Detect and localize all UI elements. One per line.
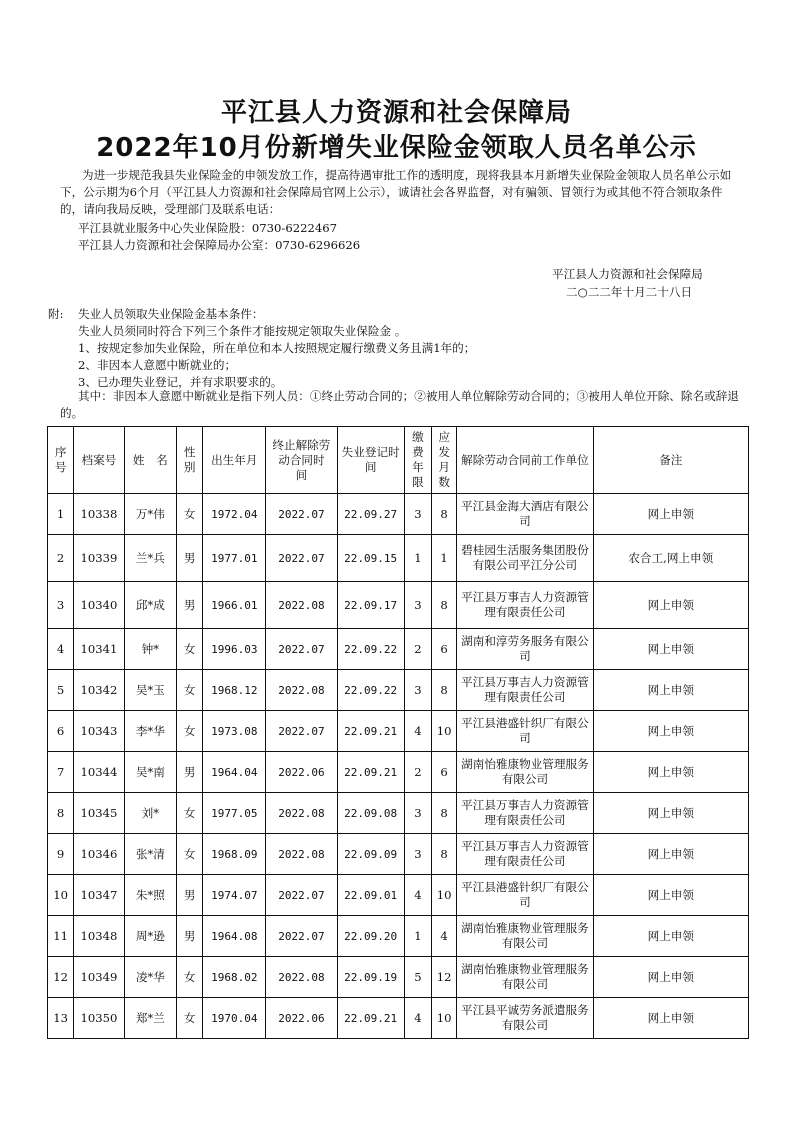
table-row bbox=[48, 535, 749, 582]
header-years: 缴费年限 bbox=[404, 427, 431, 494]
cell-gender: 女 bbox=[177, 957, 203, 998]
cell-file-no: 10338 bbox=[74, 494, 124, 535]
cell-file-no: 10347 bbox=[74, 875, 124, 916]
cell-years: 4 bbox=[404, 998, 431, 1039]
cell-gender: 女 bbox=[177, 793, 203, 834]
appendix-intro: 失业人员须同时符合下列三个条件才能按规定领取失业保险金 。 bbox=[78, 324, 407, 338]
cell-months: 10 bbox=[432, 875, 457, 916]
cell-file-no: 10344 bbox=[74, 752, 124, 793]
cell-gender: 男 bbox=[177, 875, 203, 916]
cell-register: 22.09.20 bbox=[337, 916, 404, 957]
cell-employer: 湖南怡雅康物业管理服务有限公司 bbox=[457, 957, 593, 998]
header-file-no: 档案号 bbox=[74, 427, 124, 494]
cell-gender: 男 bbox=[177, 582, 203, 629]
page-title: 平江县人力资源和社会保障局 bbox=[220, 98, 572, 128]
cell-years: 1 bbox=[404, 535, 431, 582]
cell-gender: 女 bbox=[177, 494, 203, 535]
cell-name: 张*清 bbox=[124, 834, 176, 875]
header-employer: 解除劳动合同前工作单位 bbox=[457, 427, 593, 494]
cell-name: 凌*华 bbox=[124, 957, 176, 998]
cell-gender: 女 bbox=[177, 998, 203, 1039]
cell-remark: 网上申领 bbox=[593, 494, 748, 535]
cell-employer: 湖南怡雅康物业管理服务有限公司 bbox=[457, 752, 593, 793]
cell-employer: 平江县平诚劳务派遣服务有限公司 bbox=[457, 998, 593, 1039]
contact-employment-center: 平江县就业服务中心失业保险股：0730-6222467 bbox=[78, 221, 337, 235]
cell-years: 5 bbox=[404, 957, 431, 998]
cell-years: 1 bbox=[404, 916, 431, 957]
cell-register: 22.09.21 bbox=[337, 998, 404, 1039]
cell-remark: 网上申领 bbox=[593, 670, 748, 711]
cell-seq: 10 bbox=[48, 875, 74, 916]
table-row bbox=[48, 916, 749, 957]
cell-file-no: 10341 bbox=[74, 629, 124, 670]
cell-remark: 网上申领 bbox=[593, 711, 748, 752]
table-row bbox=[48, 670, 749, 711]
cell-birth: 1968.02 bbox=[203, 957, 266, 998]
cell-contract-end: 2022.07 bbox=[266, 535, 337, 582]
cell-birth: 1970.04 bbox=[203, 998, 266, 1039]
header-contract-end: 终止解除劳动合同时 间 bbox=[266, 427, 337, 494]
signature-org: 平江县人力资源和社会保障局 bbox=[552, 267, 703, 281]
cell-birth: 1964.04 bbox=[203, 752, 266, 793]
cell-name: 李*华 bbox=[124, 711, 176, 752]
cell-birth: 1977.05 bbox=[203, 793, 266, 834]
cell-name: 吴*玉 bbox=[124, 670, 176, 711]
cell-months: 10 bbox=[432, 711, 457, 752]
cell-remark: 农合工,网上申领 bbox=[593, 535, 748, 582]
cell-name: 邱*成 bbox=[124, 582, 176, 629]
cell-birth: 1968.12 bbox=[203, 670, 266, 711]
cell-employer: 湖南怡雅康物业管理服务有限公司 bbox=[457, 916, 593, 957]
cell-register: 22.09.09 bbox=[337, 834, 404, 875]
cell-employer: 平江县万事吉人力资源管理有限责任公司 bbox=[457, 582, 593, 629]
header-register: 失业登记时 间 bbox=[337, 427, 404, 494]
cell-remark: 网上申领 bbox=[593, 582, 748, 629]
cell-register: 22.09.01 bbox=[337, 875, 404, 916]
cell-birth: 1972.04 bbox=[203, 494, 266, 535]
cell-file-no: 10349 bbox=[74, 957, 124, 998]
cell-gender: 男 bbox=[177, 535, 203, 582]
cell-seq: 2 bbox=[48, 535, 74, 582]
cell-name: 兰*兵 bbox=[124, 535, 176, 582]
table-row bbox=[48, 834, 749, 875]
cell-seq: 6 bbox=[48, 711, 74, 752]
cell-months: 8 bbox=[432, 793, 457, 834]
cell-employer: 碧桂园生活服务集团股份有限公司平江分公司 bbox=[457, 535, 593, 582]
cell-months: 1 bbox=[432, 535, 457, 582]
cell-contract-end: 2022.08 bbox=[266, 670, 337, 711]
cell-birth: 1973.08 bbox=[203, 711, 266, 752]
cell-contract-end: 2022.07 bbox=[266, 711, 337, 752]
cell-months: 8 bbox=[432, 834, 457, 875]
cell-name: 吴*南 bbox=[124, 752, 176, 793]
condition-item: 3、已办理失业登记，并有求职要求的。 bbox=[78, 375, 283, 389]
cell-gender: 女 bbox=[177, 670, 203, 711]
cell-remark: 网上申领 bbox=[593, 834, 748, 875]
cell-seq: 3 bbox=[48, 582, 74, 629]
cell-contract-end: 2022.06 bbox=[266, 998, 337, 1039]
cell-remark: 网上申领 bbox=[593, 998, 748, 1039]
cell-name: 刘* bbox=[124, 793, 176, 834]
cell-contract-end: 2022.08 bbox=[266, 793, 337, 834]
header-name: 姓 名 bbox=[124, 427, 176, 494]
cell-years: 3 bbox=[404, 582, 431, 629]
cell-contract-end: 2022.07 bbox=[266, 875, 337, 916]
cell-gender: 男 bbox=[177, 916, 203, 957]
cell-birth: 1977.01 bbox=[203, 535, 266, 582]
cell-months: 12 bbox=[432, 957, 457, 998]
cell-seq: 7 bbox=[48, 752, 74, 793]
condition-item: 1、按规定参加失业保险，所在单位和本人按照规定履行缴费义务且满1年的； bbox=[78, 341, 476, 355]
cell-register: 22.09.15 bbox=[337, 535, 404, 582]
cell-name: 万*伟 bbox=[124, 494, 176, 535]
cell-seq: 9 bbox=[48, 834, 74, 875]
cell-months: 8 bbox=[432, 494, 457, 535]
table-row bbox=[48, 875, 749, 916]
cell-seq: 1 bbox=[48, 494, 74, 535]
cell-remark: 网上申领 bbox=[593, 916, 748, 957]
cell-contract-end: 2022.07 bbox=[266, 916, 337, 957]
cell-remark: 网上申领 bbox=[593, 957, 748, 998]
cell-employer: 平江县万事吉人力资源管理有限责任公司 bbox=[457, 834, 593, 875]
cell-gender: 女 bbox=[177, 711, 203, 752]
cell-file-no: 10348 bbox=[74, 916, 124, 957]
header-birth: 出生年月 bbox=[203, 427, 266, 494]
table-row bbox=[48, 793, 749, 834]
cell-contract-end: 2022.08 bbox=[266, 582, 337, 629]
header-months: 应发月数 bbox=[432, 427, 457, 494]
signature-date: 二○二二年十月二十八日 bbox=[566, 285, 693, 299]
cell-register: 22.09.08 bbox=[337, 793, 404, 834]
note-paragraph: 其中：非因本人意愿中断就业是指下列人员：①终止劳动合同的；②被用人单位解除劳动合同的；③被用人单位开除、除名或辞退的。 bbox=[60, 389, 739, 420]
cell-file-no: 10345 bbox=[74, 793, 124, 834]
table-row bbox=[48, 711, 749, 752]
cell-employer: 平江县港盛针织厂有限公司 bbox=[457, 711, 593, 752]
cell-register: 22.09.19 bbox=[337, 957, 404, 998]
cell-employer: 平江县万事吉人力资源管理有限责任公司 bbox=[457, 670, 593, 711]
cell-birth: 1968.09 bbox=[203, 834, 266, 875]
cell-name: 朱*照 bbox=[124, 875, 176, 916]
cell-register: 22.09.22 bbox=[337, 629, 404, 670]
cell-birth: 1964.08 bbox=[203, 916, 266, 957]
cell-register: 22.09.17 bbox=[337, 582, 404, 629]
table-row bbox=[48, 494, 749, 535]
cell-years: 2 bbox=[404, 752, 431, 793]
cell-file-no: 10339 bbox=[74, 535, 124, 582]
cell-employer: 平江县金海大酒店有限公司 bbox=[457, 494, 593, 535]
table-row bbox=[48, 752, 749, 793]
cell-seq: 8 bbox=[48, 793, 74, 834]
cell-contract-end: 2022.07 bbox=[266, 494, 337, 535]
recipients-table bbox=[47, 426, 749, 1039]
cell-seq: 5 bbox=[48, 670, 74, 711]
cell-months: 6 bbox=[432, 629, 457, 670]
cell-years: 2 bbox=[404, 629, 431, 670]
cell-remark: 网上申领 bbox=[593, 629, 748, 670]
cell-birth: 1974.07 bbox=[203, 875, 266, 916]
header-seq: 序号 bbox=[48, 427, 74, 494]
cell-file-no: 10346 bbox=[74, 834, 124, 875]
cell-file-no: 10343 bbox=[74, 711, 124, 752]
table-header-row bbox=[48, 427, 749, 494]
cell-gender: 男 bbox=[177, 752, 203, 793]
cell-months: 8 bbox=[432, 582, 457, 629]
cell-file-no: 10342 bbox=[74, 670, 124, 711]
cell-register: 22.09.22 bbox=[337, 670, 404, 711]
condition-item: 2、非因本人意愿中断就业的； bbox=[78, 358, 237, 372]
cell-years: 3 bbox=[404, 670, 431, 711]
cell-years: 4 bbox=[404, 875, 431, 916]
cell-remark: 网上申领 bbox=[593, 793, 748, 834]
cell-months: 10 bbox=[432, 998, 457, 1039]
cell-birth: 1966.01 bbox=[203, 582, 266, 629]
cell-remark: 网上申领 bbox=[593, 752, 748, 793]
cell-name: 钟* bbox=[124, 629, 176, 670]
cell-contract-end: 2022.08 bbox=[266, 834, 337, 875]
cell-contract-end: 2022.07 bbox=[266, 629, 337, 670]
page-subtitle: 2022年10月份新增失业保险金领取人员名单公示 bbox=[96, 133, 697, 163]
cell-birth: 1996.03 bbox=[203, 629, 266, 670]
cell-years: 3 bbox=[404, 834, 431, 875]
contact-bureau-office: 平江县人力资源和社会保障局办公室：0730-6296626 bbox=[78, 238, 361, 252]
cell-months: 8 bbox=[432, 670, 457, 711]
cell-years: 3 bbox=[404, 793, 431, 834]
cell-years: 4 bbox=[404, 711, 431, 752]
cell-years: 3 bbox=[404, 494, 431, 535]
cell-register: 22.09.27 bbox=[337, 494, 404, 535]
cell-months: 4 bbox=[432, 916, 457, 957]
cell-name: 周*逊 bbox=[124, 916, 176, 957]
cell-name: 郑*兰 bbox=[124, 998, 176, 1039]
cell-employer: 平江县港盛针织厂有限公司 bbox=[457, 875, 593, 916]
cell-employer: 湖南和淳劳务服务有限公司 bbox=[457, 629, 593, 670]
cell-seq: 12 bbox=[48, 957, 74, 998]
header-remark: 备注 bbox=[593, 427, 748, 494]
cell-register: 22.09.21 bbox=[337, 752, 404, 793]
cell-contract-end: 2022.08 bbox=[266, 957, 337, 998]
intro-paragraph: 为进一步规范我县失业保险金的申领发放工作，提高待遇审批工作的透明度，现将我县本月新增失业保险金领取人员名单公示如下，公示期为6个月（平江县人力资源和社会保障局官网上公示），诚请社会各界监督，对有骗领、冒领行为或其他不符合领取条件的，请向我局反映，受理部门及联系电话： bbox=[60, 168, 732, 216]
table-row bbox=[48, 957, 749, 998]
table-row bbox=[48, 629, 749, 670]
cell-months: 6 bbox=[432, 752, 457, 793]
cell-remark: 网上申领 bbox=[593, 875, 748, 916]
appendix-title: 失业人员领取失业保险金基本条件： bbox=[78, 307, 264, 321]
header-gender: 性别 bbox=[177, 427, 203, 494]
table-row bbox=[48, 582, 749, 629]
appendix-label: 附: bbox=[48, 307, 64, 321]
table-row bbox=[48, 998, 749, 1039]
cell-register: 22.09.21 bbox=[337, 711, 404, 752]
cell-employer: 平江县万事吉人力资源管理有限责任公司 bbox=[457, 793, 593, 834]
cell-file-no: 10350 bbox=[74, 998, 124, 1039]
cell-seq: 13 bbox=[48, 998, 74, 1039]
cell-contract-end: 2022.06 bbox=[266, 752, 337, 793]
cell-file-no: 10340 bbox=[74, 582, 124, 629]
cell-gender: 女 bbox=[177, 834, 203, 875]
cell-seq: 11 bbox=[48, 916, 74, 957]
cell-seq: 4 bbox=[48, 629, 74, 670]
cell-gender: 女 bbox=[177, 629, 203, 670]
